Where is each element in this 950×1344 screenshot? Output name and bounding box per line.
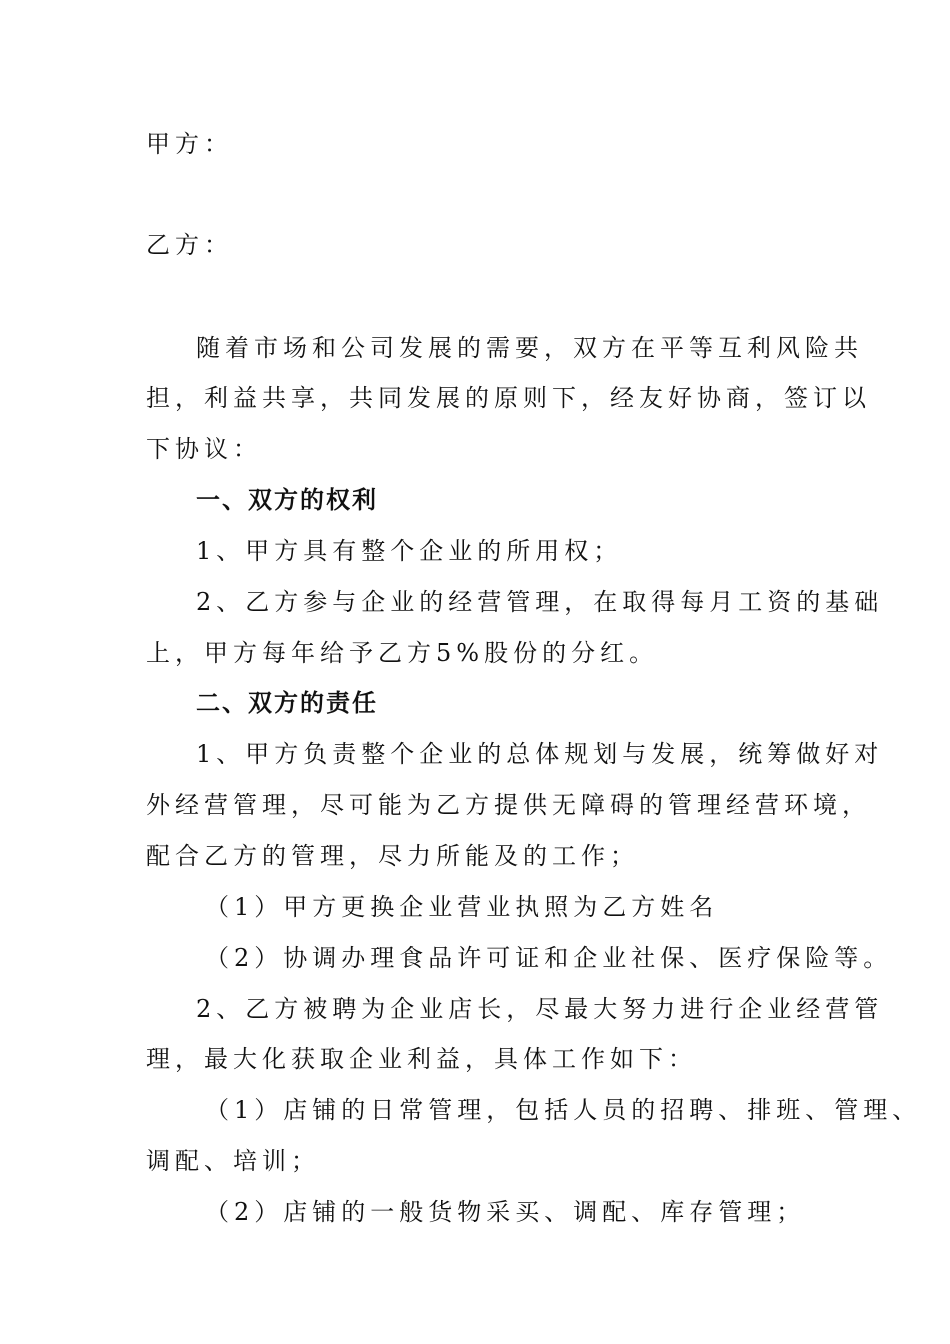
intro-paragraph-line: 担，利益共享，共同发展的原则下，经友好协商，签订以 [146, 384, 871, 412]
section-heading-rights: 一、双方的权利 [196, 486, 378, 514]
responsibility-item-1-sub-1: （1）甲方更换企业营业执照为乙方姓名 [205, 893, 719, 921]
rights-item-2-line: 上，甲方每年给予乙方5%股份的分红。 [146, 639, 659, 667]
party-b-label: 乙方： [146, 231, 233, 259]
intro-paragraph-line: 随着市场和公司发展的需要，双方在平等互利风险共 [196, 334, 863, 362]
responsibility-item-2-sub-1-line: 调配、培训； [146, 1147, 320, 1175]
responsibility-item-1-sub-2: （2）协调办理食品许可证和企业社保、医疗保险等。 [205, 944, 893, 972]
responsibility-item-1-line: 1、甲方负责整个企业的总体规划与发展，统筹做好对 [196, 740, 884, 768]
rights-item-2-line: 2、乙方参与企业的经营管理，在取得每月工资的基础 [196, 588, 884, 616]
responsibility-item-2-line: 理，最大化获取企业利益，具体工作如下： [146, 1045, 697, 1073]
responsibility-item-2-sub-2: （2）店铺的一般货物采买、调配、库存管理； [205, 1198, 806, 1226]
responsibility-item-1-line: 配合乙方的管理，尽力所能及的工作； [146, 842, 639, 870]
section-heading-responsibilities: 二、双方的责任 [196, 689, 378, 717]
responsibility-item-2-line: 2、乙方被聘为企业店长，尽最大努力进行企业经营管 [196, 995, 884, 1023]
intro-paragraph-line: 下协议： [146, 435, 262, 463]
responsibility-item-1-line: 外经营管理，尽可能为乙方提供无障碍的管理经营环境， [146, 791, 871, 819]
rights-item-1: 1、甲方具有整个企业的所用权； [196, 537, 623, 565]
responsibility-item-2-sub-1-line: （1）店铺的日常管理，包括人员的招聘、排班、管理、 [205, 1096, 922, 1124]
party-a-label: 甲方： [146, 130, 233, 158]
